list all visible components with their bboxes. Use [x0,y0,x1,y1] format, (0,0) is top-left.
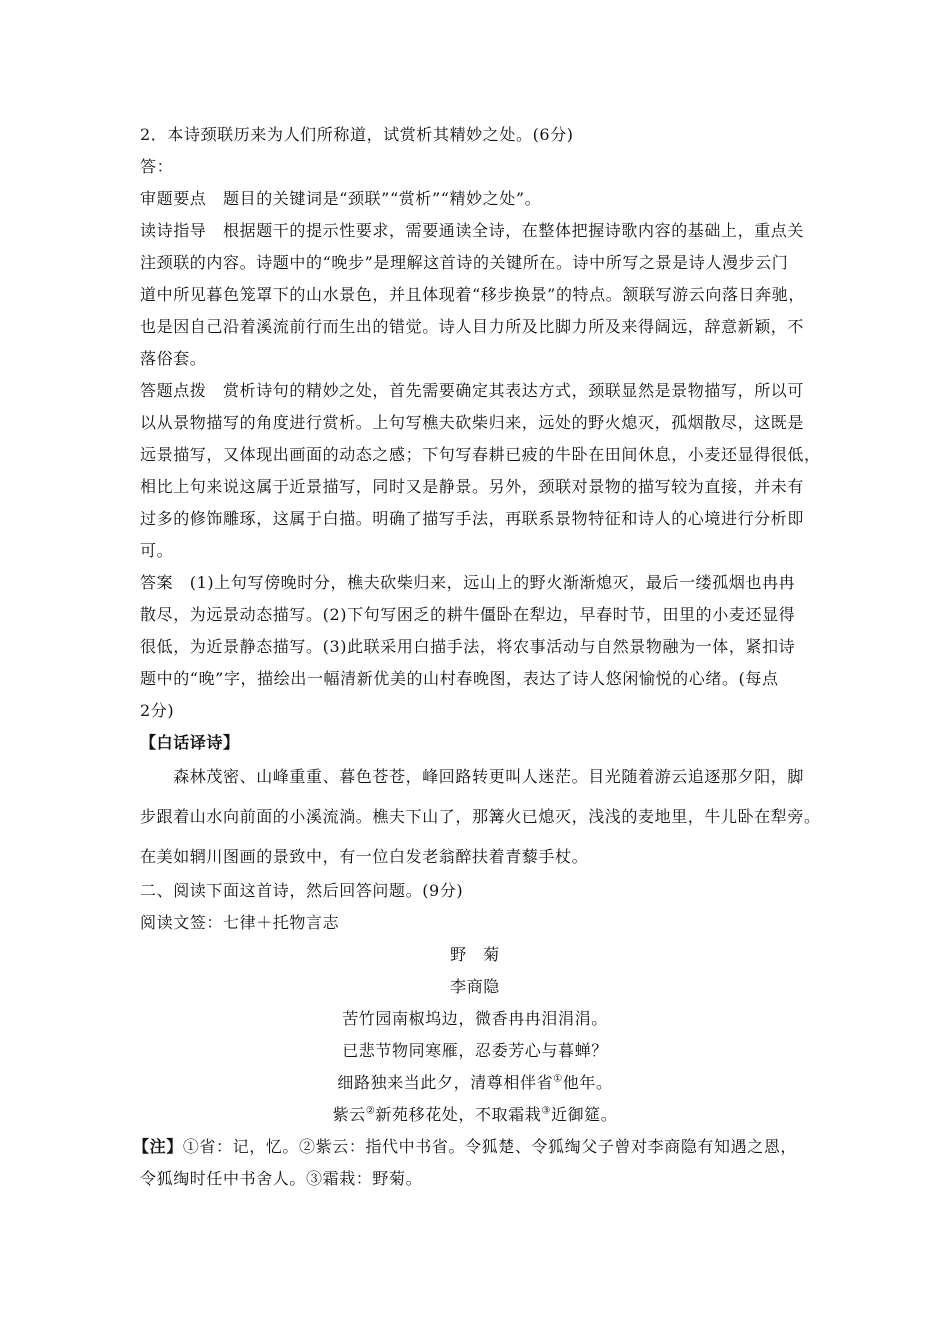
poem-line-2: 已悲节物同寒雁，忍委芳心与暮蝉？ [342,1041,608,1060]
poem-line-3: 细路独来当此夕，清尊相伴省①他年。 [337,1073,613,1092]
poem-title: 野 菊 [450,945,500,964]
section-2-title: 二、阅读下面这首诗，然后回答问题。(9分) [140,881,464,900]
hints-line: 过多的修饰雕琢，这属于白描。明确了描写手法，再联系景物特征和诗人的心境进行分析即 [140,509,805,528]
translation-line: 在美如辋川图画的景致中，有一位白发老翁醉扶着青藜手杖。 [140,847,589,866]
translation-line: 森林茂密、山峰重重、暮色苍苍，峰回路转更叫人迷茫。目光随着游云追逐那夕阳，脚 [140,767,805,786]
translation-line: 步跟着山水向前面的小溪流淌。樵夫下山了，那篝火已熄灭，浅浅的麦地里，牛儿卧在犁旁。 [140,807,821,826]
poem-line-1: 苦竹园南椒坞边，微香冉冉泪涓涓。 [342,1009,608,1028]
answer-line: 散尽，为远景动态描写。(2)下句写困乏的耕牛僵卧在犁边，早春时节，田里的小麦还显得 [140,605,796,624]
key-points: 审题要点 题目的关键词是“颈联”“赏析”“精妙之处”。 [140,189,542,208]
poem-author: 李商隐 [450,977,500,996]
question-2-title: 2．本诗颈联历来为人们所称道，试赏析其精妙之处。(6分) [140,125,574,144]
hints-line: 可。 [140,541,174,560]
reading-guide-line: 注颈联的内容。诗题中的“晚步”是理解这首诗的关键所在。诗中所写之景是诗人漫步云门 [140,253,789,272]
answer-line: 题中的“晚”字，描绘出一幅清新优美的山村春晚图，表达了诗人悠闲愉悦的心绪。(每点 [140,669,779,688]
reading-guide-line: 也是因自己沿着溪流前行而生出的错觉。诗人目力所及比脚力所及来得阔远，辞意新颖，不 [140,317,805,336]
reading-guide-line: 道中所见暮色笼罩下的山水景色，并且体现着“移步换景”的特点。颔联写游云向落日奔驰， [140,285,805,304]
poem-line-4: 紫云②新苑移花处，不取霜栽③近御筵。 [332,1105,618,1124]
reading-tag: 阅读文签：七律＋托物言志 [140,913,340,932]
answer-line: 很低，为近景静态描写。(3)此联采用白描手法，将农事活动与自然景物融为一体，紧扣诗 [140,637,796,656]
hints-line: 以从景物描写的角度进行赏析。上句写樵夫砍柴归来，远处的野火熄灭，孤烟散尽，这既是 [140,413,805,432]
answer-line: 答案 (1)上句写傍晚时分，樵夫砍柴归来，远山上的野火渐渐熄灭，最后一缕孤烟也冉冉 [140,573,796,592]
footnote-marker: ③ [541,1105,551,1117]
notes-line-1: 【注】①省：记，忆。②紫云：指代中书省。令狐楚、令狐绹父子曾对李商隐有知遇之恩， [133,1137,798,1156]
notes-line-2: 令狐绹时任中书舍人。③霜栽：野菊。 [140,1169,423,1188]
reading-guide-line: 读诗指导 根据题干的提示性要求，需要通读全诗，在整体把握诗歌内容的基础上，重点关 [140,221,805,240]
translation-heading: 【白话译诗】 [140,733,240,752]
answer-line: 2分) [140,701,175,720]
reading-guide-line: 落俗套。 [140,349,207,368]
hints-line: 相比上句来说这属于近景描写，同时又是静景。另外，颈联对景物的描写较为直接，并未有 [140,477,805,496]
notes-label: 【注】 [133,1137,183,1156]
footnote-marker: ② [365,1105,376,1117]
answer-prompt: 答： [140,157,174,176]
footnote-marker: ① [553,1073,563,1085]
hints-line: 答题点拨 赏析诗句的精妙之处，首先需要确定其表达方式，颈联显然是景物描写，所以可 [140,381,805,400]
hints-line: 远景描写，又体现出画面的动态之感；下句写春耕已疲的牛卧在田间休息，小麦还显得很低， [140,445,821,464]
